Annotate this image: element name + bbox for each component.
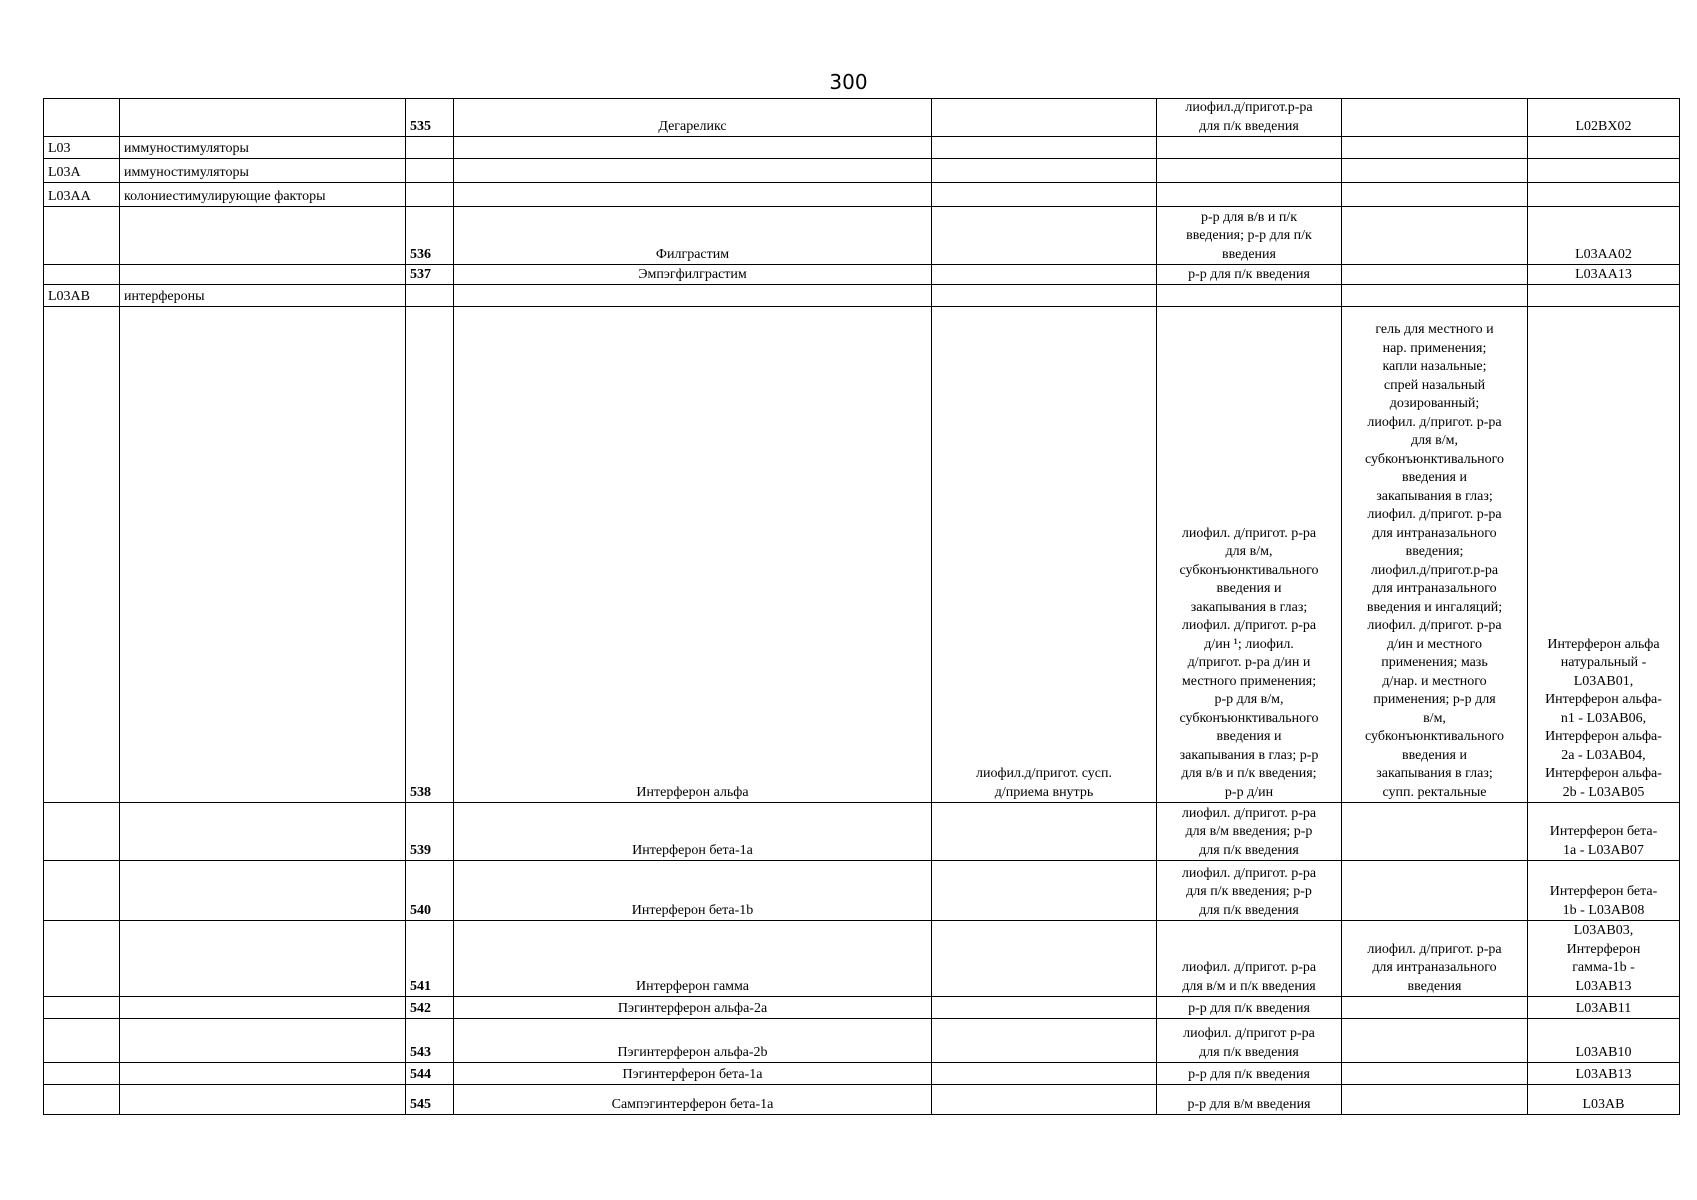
- dosage-form-secondary-cell: [1157, 1063, 1342, 1085]
- group-name-cell: [120, 99, 406, 137]
- dosage-form-secondary-cell: [1157, 137, 1342, 159]
- drug-name-cell: [454, 265, 932, 285]
- table-row: [44, 99, 1680, 137]
- dosage-form-secondary: р-р для п/к введения: [1188, 1066, 1310, 1082]
- atc-group-code-cell: [44, 159, 120, 183]
- row-number-cell: [406, 137, 454, 159]
- dosage-form-secondary: р-р для в/в и п/к введения; р-р для п/к введения: [1186, 209, 1312, 262]
- atc-code: L03AA02: [1575, 246, 1632, 262]
- dosage-form-tertiary-cell: [1342, 137, 1528, 159]
- dosage-form-secondary: лиофил. д/пригот. р-ра для в/м и п/к введения: [1181, 960, 1317, 994]
- dosage-form-primary-cell: [932, 159, 1157, 183]
- atc-code-cell: [1528, 265, 1680, 285]
- row-number: 536: [410, 246, 431, 262]
- group-name-cell: [120, 207, 406, 265]
- drug-name: Интерферон бета-1b: [631, 902, 754, 918]
- dosage-form-tertiary-cell: [1342, 861, 1528, 921]
- table-row: [44, 921, 1680, 997]
- atc-code: L03AA13: [1575, 266, 1632, 282]
- table-row: [44, 137, 1680, 159]
- dosage-form-secondary-cell: [1157, 921, 1342, 997]
- atc-code: L03AB13: [1575, 1066, 1632, 1082]
- group-name-cell: [120, 1063, 406, 1085]
- dosage-form-primary-cell: [932, 207, 1157, 265]
- group-name-cell: [120, 307, 406, 803]
- dosage-form-secondary: р-р для п/к введения: [1188, 266, 1310, 282]
- dosage-form-secondary-cell: [1157, 1019, 1342, 1063]
- row-number: 543: [410, 1044, 431, 1060]
- dosage-form-secondary-cell: [1157, 997, 1342, 1019]
- drug-name: Пэгинтерферон бета-1a: [622, 1066, 763, 1082]
- dosage-form-primary-cell: [932, 921, 1157, 997]
- drug-name: Интерферон бета-1a: [632, 842, 753, 858]
- page-number: 300: [829, 70, 868, 94]
- dosage-form-tertiary-cell: [1342, 921, 1528, 997]
- dosage-form-secondary-cell: [1157, 207, 1342, 265]
- table-row: [44, 861, 1680, 921]
- group-name-cell: [120, 997, 406, 1019]
- row-number-cell: [406, 285, 454, 307]
- row-number: 537: [410, 266, 431, 282]
- dosage-form-primary-cell: [932, 803, 1157, 861]
- dosage-form-primary-cell: [932, 997, 1157, 1019]
- atc-group-code-cell: [44, 183, 120, 207]
- atc-group-code-cell: [44, 285, 120, 307]
- dosage-form-primary-cell: [932, 861, 1157, 921]
- dosage-form-primary-cell: [932, 265, 1157, 285]
- atc-code-cell: [1528, 1063, 1680, 1085]
- atc-code-cell: [1528, 137, 1680, 159]
- group-name-cell: [120, 285, 406, 307]
- atc-group-code-cell: [44, 1019, 120, 1063]
- atc-code-cell: [1528, 285, 1680, 307]
- drug-name: Пэгинтерферон альфа-2b: [617, 1044, 768, 1060]
- dosage-form-secondary-cell: [1157, 285, 1342, 307]
- atc-code-cell: [1528, 183, 1680, 207]
- dosage-form-tertiary: гель для местного и нар. применения; капли назальные; спрей назальный дозированный; лиофил. д/пригот. р-ра для в/м, субконъюнктивального введения и закапывания в глаз; лиофил. д/пригот. р-ра для интраназального введения; лиофил.д/пригот.р-ра для интраназального введения и ингаляций; лиофил. д/пригот. р-ра д/ин и местного применения; мазь д/нар. и местного применения; р-р для в/м, субконъюнктивального введения и закапывания в глаз; супп. ректальные: [1365, 322, 1504, 800]
- atc-group-code-cell: [44, 921, 120, 997]
- atc-group-code-cell: [44, 99, 120, 137]
- table-row: [44, 1019, 1680, 1063]
- drug-name-cell: [454, 307, 932, 803]
- drug-name-cell: [454, 1063, 932, 1085]
- atc-code-cell: [1528, 861, 1680, 921]
- row-number-cell: [406, 1063, 454, 1085]
- drug-name: Сампэгинтерферон бета-1a: [611, 1096, 774, 1112]
- row-number-cell: [406, 307, 454, 803]
- table-row: [44, 803, 1680, 861]
- dosage-form-primary-cell: [932, 137, 1157, 159]
- row-number-cell: [406, 159, 454, 183]
- row-number: 545: [410, 1096, 431, 1112]
- atc-code: Интерферон альфа натуральный - L03AB01, Интерферон альфа- n1 - L03AB06, Интерферон альфа- 2a - L03AB04, Интерферон альфа- 2b - L03AB05: [1545, 636, 1662, 800]
- atc-code-cell: [1528, 803, 1680, 861]
- dosage-form-secondary-cell: [1157, 265, 1342, 285]
- dosage-form-primary-cell: [932, 99, 1157, 137]
- dosage-form-primary-cell: [932, 1085, 1157, 1115]
- table-row: [44, 159, 1680, 183]
- drug-name-cell: [454, 1085, 932, 1115]
- dosage-form-secondary-cell: [1157, 861, 1342, 921]
- drug-name-cell: [454, 99, 932, 137]
- drug-name-cell: [454, 803, 932, 861]
- dosage-form-secondary-cell: [1157, 1085, 1342, 1115]
- dosage-form-tertiary: лиофил. д/пригот. р-ра для интраназального введения: [1367, 941, 1502, 994]
- dosage-form-secondary-cell: [1157, 307, 1342, 803]
- dosage-form-primary: лиофил.д/пригот. сусп. д/приема внутрь: [975, 766, 1113, 800]
- atc-group-code: L03: [48, 140, 71, 156]
- dosage-form-primary-cell: [932, 183, 1157, 207]
- dosage-form-tertiary-cell: [1342, 159, 1528, 183]
- dosage-form-tertiary-cell: [1342, 99, 1528, 137]
- atc-code-cell: [1528, 921, 1680, 997]
- drug-name-cell: [454, 183, 932, 207]
- dosage-form-secondary: лиофил. д/пригот. р-ра для в/м введения; р-р для п/к введения: [1181, 805, 1317, 858]
- atc-group-code-cell: [44, 861, 120, 921]
- dosage-form-tertiary-cell: [1342, 1063, 1528, 1085]
- group-name: интерфероны: [124, 288, 205, 304]
- drug-name-cell: [454, 207, 932, 265]
- drug-name: Интерферон альфа: [636, 784, 749, 800]
- atc-code-cell: [1528, 997, 1680, 1019]
- dosage-form-secondary: лиофил. д/пригот. р-ра для п/к введения; р-р для п/к введения: [1181, 865, 1317, 918]
- dosage-form-secondary-cell: [1157, 99, 1342, 137]
- group-name-cell: [120, 1019, 406, 1063]
- row-number-cell: [406, 803, 454, 861]
- table-row: [44, 307, 1680, 803]
- drug-name-cell: [454, 137, 932, 159]
- atc-code: L03AB11: [1575, 1000, 1632, 1016]
- group-name: иммуностимуляторы: [124, 164, 249, 180]
- row-number-cell: [406, 183, 454, 207]
- dosage-form-secondary: лиофил. д/пригот. р-ра для в/м, субконъюнктивального введения и закапывания в глаз; лиофил. д/пригот. р-ра д/ин ¹; лиофил. д/пригот. р-ра д/ин и местного применения; р-р для в/м, субконъюнктивального введения и закапывания в глаз; р-р для в/в и п/к введения; р-р д/ин: [1179, 525, 1319, 800]
- dosage-form-secondary: лиофил. д/пригот р-ра для п/к введения: [1183, 1026, 1315, 1060]
- row-number-cell: [406, 921, 454, 997]
- table-row: [44, 207, 1680, 265]
- atc-group-code-cell: [44, 137, 120, 159]
- dosage-form-secondary-cell: [1157, 803, 1342, 861]
- drug-name-cell: [454, 1019, 932, 1063]
- atc-group-code: L03AA: [48, 188, 91, 204]
- group-name-cell: [120, 861, 406, 921]
- dosage-form-primary-cell: [932, 307, 1157, 803]
- row-number: 544: [410, 1066, 431, 1082]
- row-number-cell: [406, 207, 454, 265]
- group-name-cell: [120, 921, 406, 997]
- atc-code-cell: [1528, 207, 1680, 265]
- atc-code: L02BX02: [1575, 118, 1632, 134]
- dosage-form-secondary-cell: [1157, 183, 1342, 207]
- atc-code: Интерферон бета- 1a - L03AB07: [1549, 824, 1658, 858]
- atc-group-code: L03AB: [48, 288, 90, 304]
- atc-code: L03AB: [1582, 1096, 1625, 1112]
- dosage-form-secondary: р-р для п/к введения: [1188, 1000, 1310, 1016]
- row-number-cell: [406, 99, 454, 137]
- atc-code-cell: [1528, 159, 1680, 183]
- dosage-form-primary-cell: [932, 285, 1157, 307]
- atc-code-cell: [1528, 1019, 1680, 1063]
- drug-name: Филграстим: [655, 246, 730, 262]
- row-number-cell: [406, 997, 454, 1019]
- group-name-cell: [120, 1085, 406, 1115]
- dosage-form-secondary: лиофил.д/пригот.р-ра для п/к введения: [1185, 100, 1313, 134]
- dosage-form-tertiary-cell: [1342, 307, 1528, 803]
- row-number: 539: [410, 842, 431, 858]
- row-number: 540: [410, 902, 431, 918]
- row-number: 538: [410, 784, 431, 800]
- row-number-cell: [406, 265, 454, 285]
- dosage-form-tertiary-cell: [1342, 183, 1528, 207]
- group-name-cell: [120, 803, 406, 861]
- table-row: [44, 183, 1680, 207]
- drug-name-cell: [454, 861, 932, 921]
- drug-name: Пэгинтерферон альфа-2a: [617, 1000, 768, 1016]
- atc-code: Интерферон бета- 1b - L03AB08: [1549, 884, 1658, 918]
- table-row: [44, 1085, 1680, 1115]
- row-number: 542: [410, 1000, 431, 1016]
- drug-name-cell: [454, 997, 932, 1019]
- atc-group-code-cell: [44, 307, 120, 803]
- row-number-cell: [406, 1019, 454, 1063]
- table-row: [44, 997, 1680, 1019]
- row-number: 535: [410, 118, 431, 134]
- drug-name-cell: [454, 285, 932, 307]
- row-number-cell: [406, 1085, 454, 1115]
- row-number-cell: [406, 861, 454, 921]
- group-name: иммуностимуляторы: [124, 140, 249, 156]
- dosage-form-primary-cell: [932, 1063, 1157, 1085]
- drug-name: Интерферон гамма: [635, 978, 749, 994]
- atc-code-cell: [1528, 1085, 1680, 1115]
- group-name: колониестимулирующие факторы: [124, 188, 326, 204]
- atc-code: L03AB03, Интерферон гамма-1b - L03AB13: [1566, 923, 1641, 994]
- atc-group-code: L03A: [48, 164, 81, 180]
- atc-group-code-cell: [44, 1063, 120, 1085]
- drug-name-cell: [454, 159, 932, 183]
- group-name-cell: [120, 159, 406, 183]
- group-name-cell: [120, 183, 406, 207]
- atc-group-code-cell: [44, 1085, 120, 1115]
- dosage-form-primary-cell: [932, 1019, 1157, 1063]
- dosage-form-tertiary-cell: [1342, 265, 1528, 285]
- group-name-cell: [120, 137, 406, 159]
- table-body: [44, 99, 1680, 1115]
- dosage-form-secondary-cell: [1157, 159, 1342, 183]
- atc-code-cell: [1528, 307, 1680, 803]
- atc-group-code-cell: [44, 207, 120, 265]
- atc-code-cell: [1528, 99, 1680, 137]
- table-row: [44, 285, 1680, 307]
- group-name-cell: [120, 265, 406, 285]
- dosage-form-tertiary-cell: [1342, 285, 1528, 307]
- table-row: [44, 265, 1680, 285]
- dosage-form-secondary: р-р для в/м введения: [1187, 1096, 1311, 1112]
- atc-group-code-cell: [44, 265, 120, 285]
- dosage-form-tertiary-cell: [1342, 1085, 1528, 1115]
- drug-name: Дегареликс: [658, 118, 727, 134]
- atc-group-code-cell: [44, 997, 120, 1019]
- row-number: 541: [410, 978, 431, 994]
- atc-group-code-cell: [44, 803, 120, 861]
- table-row: [44, 1063, 1680, 1085]
- dosage-form-tertiary-cell: [1342, 207, 1528, 265]
- atc-code: L03AB10: [1575, 1044, 1632, 1060]
- dosage-form-tertiary-cell: [1342, 1019, 1528, 1063]
- drug-name: Эмпэгфилграстим: [638, 266, 747, 282]
- drug-table: [43, 98, 1680, 1115]
- drug-name-cell: [454, 921, 932, 997]
- dosage-form-tertiary-cell: [1342, 803, 1528, 861]
- dosage-form-tertiary-cell: [1342, 997, 1528, 1019]
